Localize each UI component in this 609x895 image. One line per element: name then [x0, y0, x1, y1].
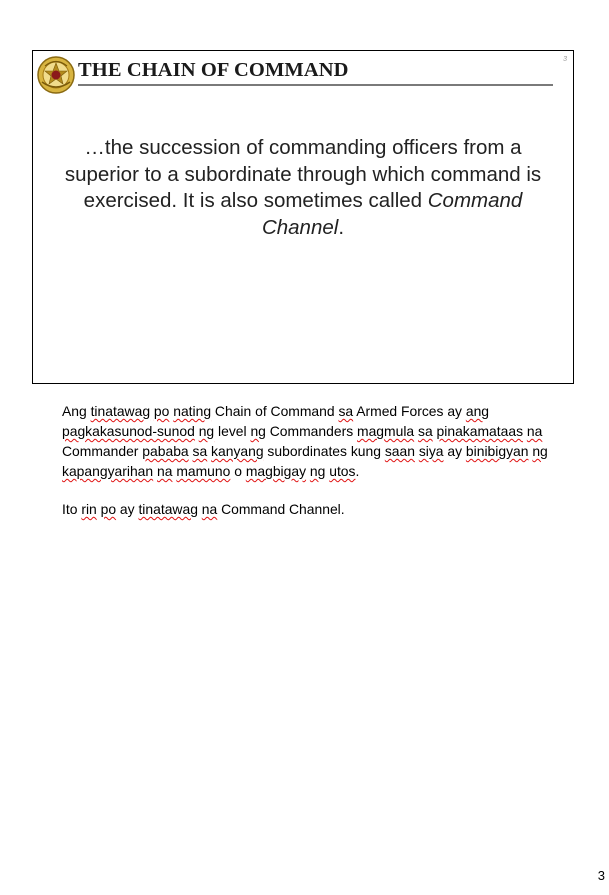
slide-title: THE CHAIN OF COMMAND	[78, 59, 349, 81]
definition-end: .	[338, 215, 345, 239]
title-underline-divider	[78, 84, 553, 86]
slide-number: 3	[563, 56, 567, 63]
speaker-notes	[62, 401, 572, 537]
notes-paragraph-2	[62, 499, 572, 519]
notes-paragraph-2-text: Ito rin po ay tinatawag na Command Channel.	[62, 501, 345, 517]
notes-paragraph-1	[62, 401, 572, 481]
notes-paragraph-1-text: Ang tinatawag po nating Chain of Command sa Armed Forces ay ang pagkakasunod-sunod ng level ng Commanders magmula sa pinakamataas na Commander pababa sa kanyang subordinates kung saan siya ay binibigyan ng kapangyarihan na mamuno o magbigay ng utos.	[62, 403, 548, 479]
page-number: 3	[597, 868, 605, 883]
slide-definition	[53, 135, 553, 241]
military-seal-icon	[36, 54, 76, 96]
slide-frame	[32, 50, 574, 384]
definition-text: …the succession of commanding officers from a superior to a subordinate through which command is exercised. It is also sometimes called	[64, 136, 542, 212]
definition-italic-term: Command Channel	[261, 189, 523, 239]
